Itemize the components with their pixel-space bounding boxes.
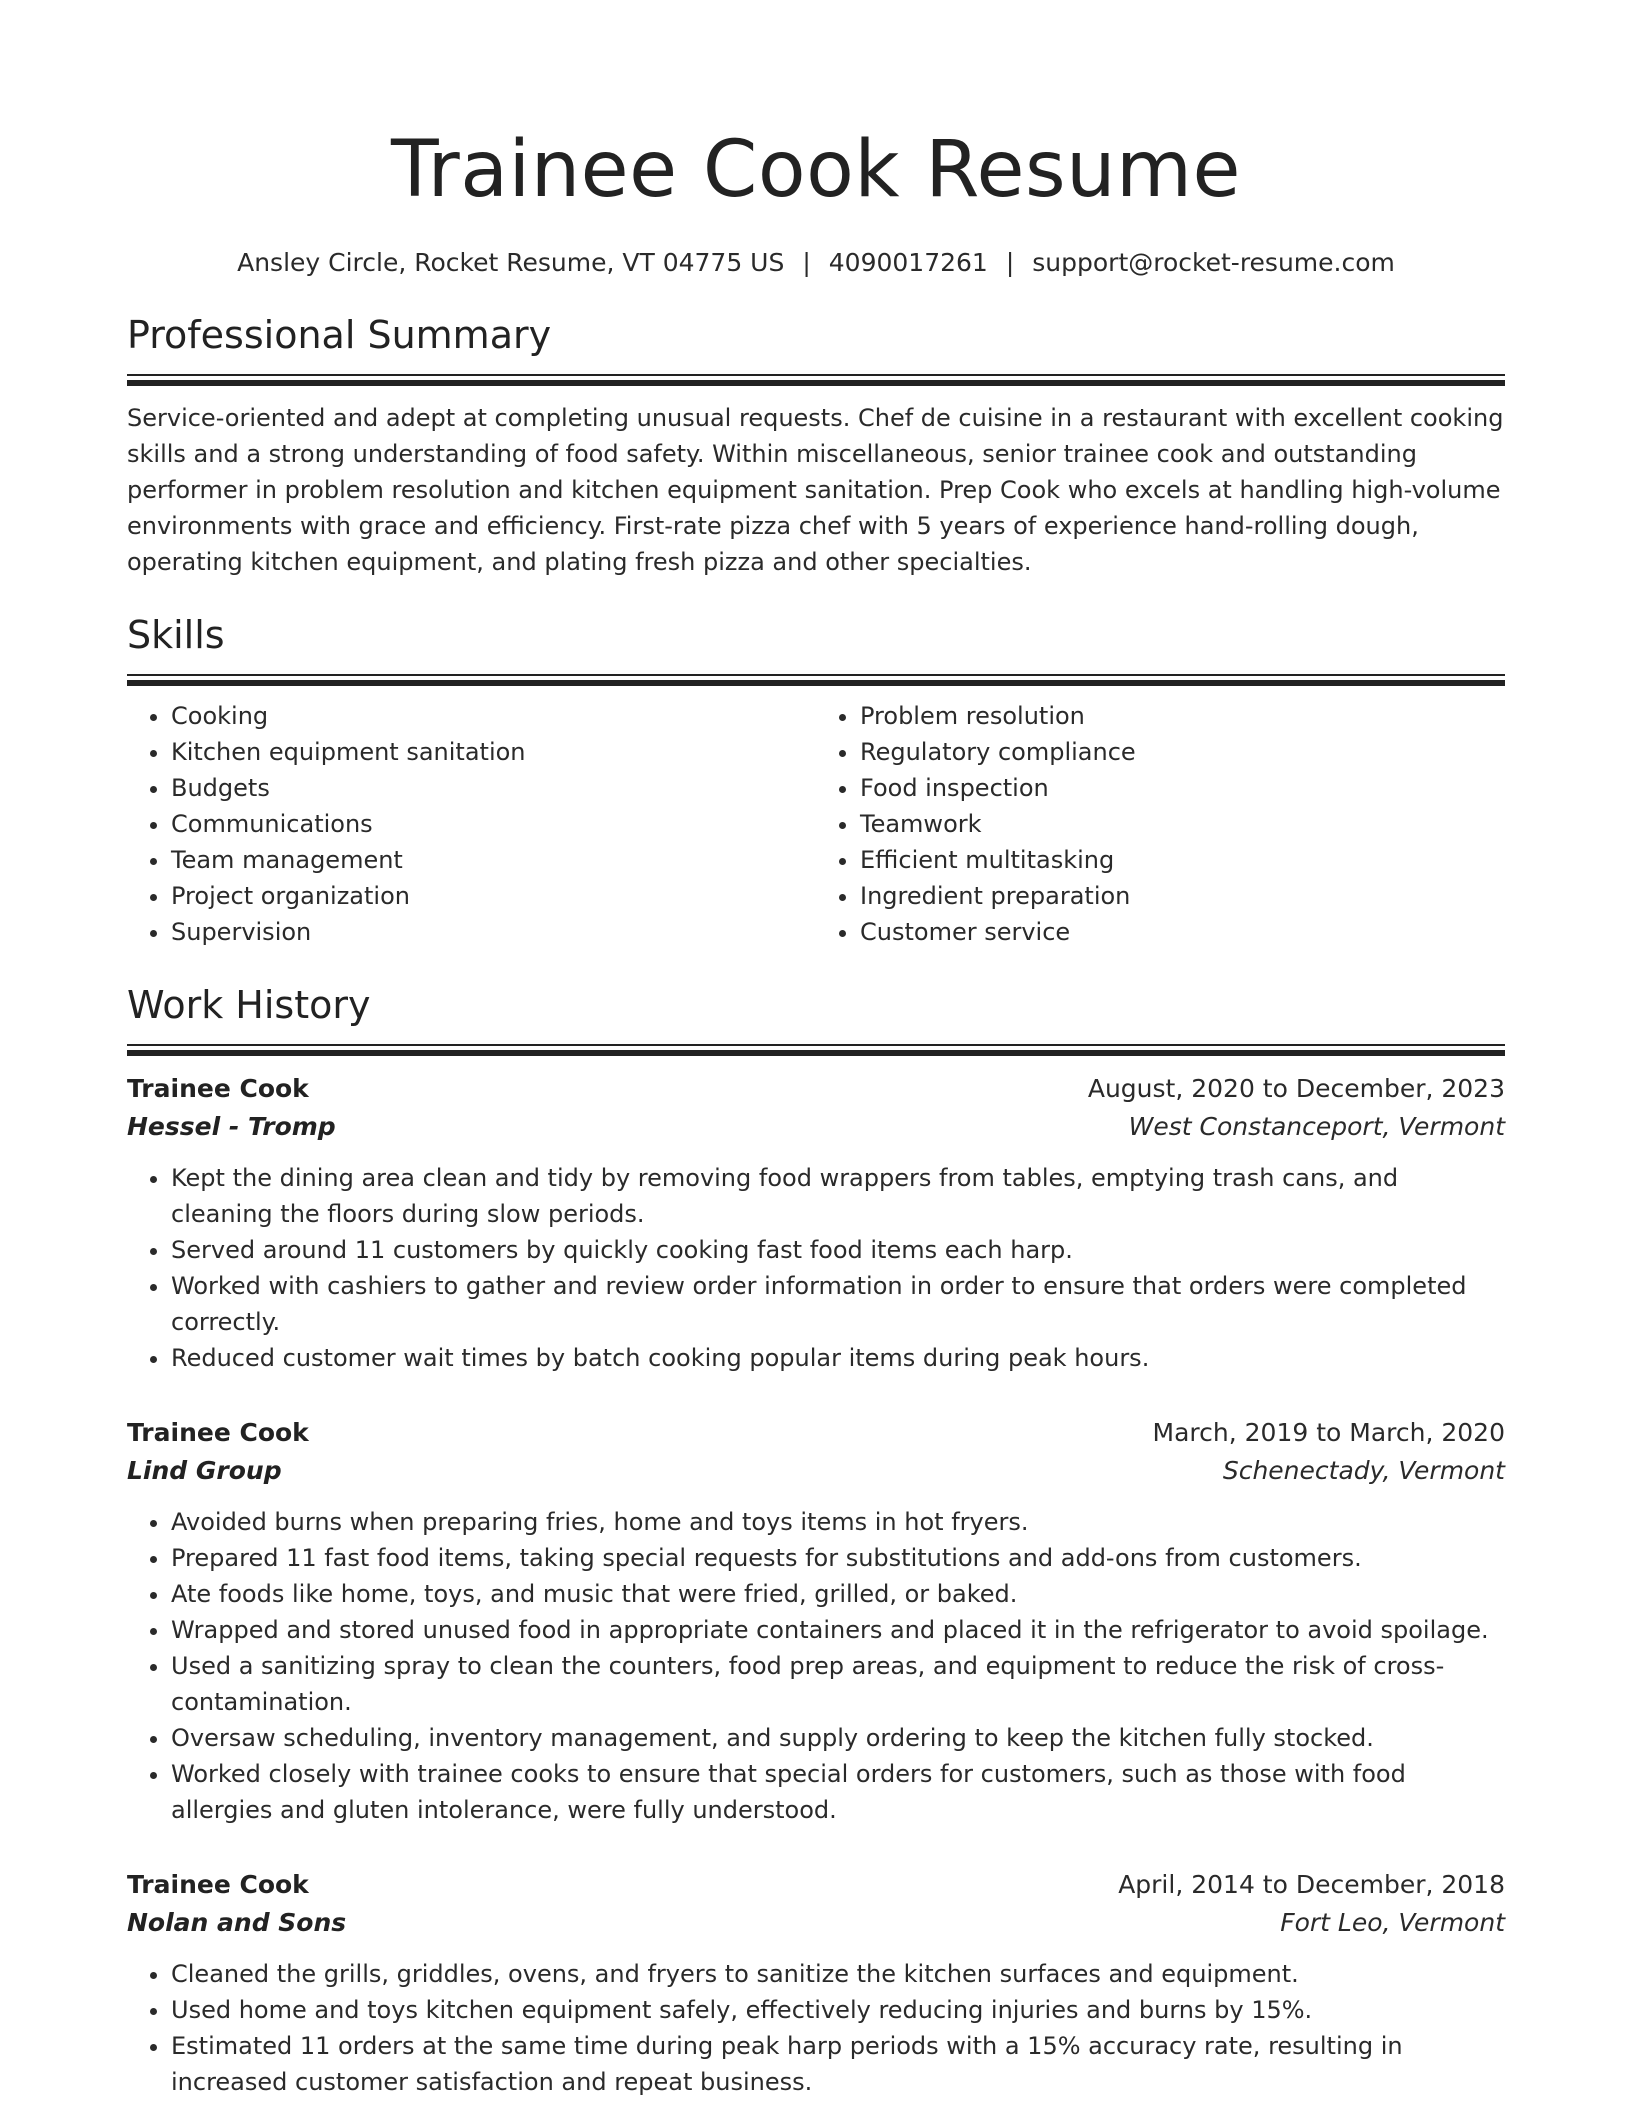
job-bullet: • Worked with cashiers to gather and review order information in order to ensure that orders were completed correctly.: [171, 1268, 1505, 1340]
job-company-row: [127, 1904, 1505, 1942]
skill-item: • Team management: [171, 842, 816, 878]
job-company: Lind Group: [127, 1456, 282, 1485]
job-dates: March, 2019 to March, 2020: [1152, 1418, 1505, 1447]
job-title: Trainee Cook: [127, 1870, 309, 1899]
job-bullet: • Kept the dining area clean and tidy by removing food wrappers from tables, emptying trash cans, and cleaning the floors during slow periods.: [171, 1160, 1505, 1232]
contact-email: support@rocket-resume.com: [1032, 248, 1395, 277]
skill-item: • Efficient multitasking: [860, 842, 1505, 878]
skill-item: • Project organization: [171, 878, 816, 914]
skill-item: • Supervision: [171, 914, 816, 950]
job-bullets: [127, 1504, 1505, 1828]
job-company-row: [127, 1452, 1505, 1490]
skill-item: • Problem resolution: [860, 698, 1505, 734]
skills-columns: [127, 698, 1505, 950]
skill-item: • Teamwork: [860, 806, 1505, 842]
skill-item: • Regulatory compliance: [860, 734, 1505, 770]
skill-item: • Cooking: [171, 698, 816, 734]
skills-list-left: [127, 698, 816, 950]
job-bullet: • Wrapped and stored unused food in appropriate containers and placed it in the refrigerator to avoid spoilage.: [171, 1612, 1505, 1648]
job-header-row: [127, 1866, 1505, 1904]
work-history-section: [127, 980, 1505, 2100]
skill-item: • Food inspection: [860, 770, 1505, 806]
job-bullets: [127, 1956, 1505, 2100]
contact-address: Ansley Circle, Rocket Resume, VT 04775 US: [237, 248, 785, 277]
contact-separator: |: [802, 248, 811, 277]
job-company: Hessel - Tromp: [127, 1112, 336, 1141]
resume-title: Trainee Cook Resume: [390, 125, 1242, 215]
job-location: Schenectady, Vermont: [1222, 1456, 1505, 1485]
summary-text: Service-oriented and adept at completing unusual requests. Chef de cuisine in a restaurant with excellent cooking skills and a strong understanding of food safety. Within miscellaneous, senior trainee cook and outstanding performer in problem resolution and kitchen equipment sanitation. Prep Cook who excels at handling high-volume environments with grace and efficiency. First-rate pizza chef with 5 years of experience hand-rolling dough, operating kitchen equipment, and plating fresh pizza and other specialties.: [127, 404, 1504, 576]
section-divider: [127, 1044, 1505, 1056]
job-entry: [127, 1070, 1505, 1376]
job-location: Fort Leo, Vermont: [1280, 1908, 1505, 1937]
job-bullet: • Reduced customer wait times by batch cooking popular items during peak hours.: [171, 1340, 1505, 1376]
job-bullet: • Oversaw scheduling, inventory management, and supply ordering to keep the kitchen fully stocked.: [171, 1720, 1505, 1756]
section-heading: Professional Summary: [127, 313, 552, 357]
job-header-row: [127, 1070, 1505, 1108]
job-company: Nolan and Sons: [127, 1908, 347, 1937]
job-location: West Constanceport, Vermont: [1128, 1112, 1505, 1141]
section-heading: Skills: [127, 613, 225, 657]
section-divider: [127, 674, 1505, 686]
job-dates: August, 2020 to December, 2023: [1087, 1074, 1505, 1103]
job-bullet: • Cleaned the grills, griddles, ovens, and fryers to sanitize the kitchen surfaces and equipment.: [171, 1956, 1505, 1992]
job-title: Trainee Cook: [127, 1418, 309, 1447]
skill-item: • Ingredient preparation: [860, 878, 1505, 914]
job-title: Trainee Cook: [127, 1074, 309, 1103]
job-bullet: • Avoided burns when preparing fries, home and toys items in hot fryers.: [171, 1504, 1505, 1540]
job-bullet: • Prepared 11 fast food items, taking special requests for substitutions and add-ons from customers.: [171, 1540, 1505, 1576]
job-header-row: [127, 1414, 1505, 1452]
job-bullet: • Worked closely with trainee cooks to ensure that special orders for customers, such as those with food allergies and gluten intolerance, were fully understood.: [171, 1756, 1505, 1828]
section-divider: [127, 374, 1505, 386]
job-company-row: [127, 1108, 1505, 1146]
professional-summary-section: [127, 310, 1505, 580]
job-bullets: [127, 1160, 1505, 1376]
job-bullet: • Served around 11 customers by quickly cooking fast food items each harp.: [171, 1232, 1505, 1268]
job-dates: April, 2014 to December, 2018: [1118, 1870, 1505, 1899]
contact-separator: |: [1005, 248, 1015, 277]
skill-item: • Communications: [171, 806, 816, 842]
job-entry: [127, 1866, 1505, 2100]
skills-list-right: [816, 698, 1505, 950]
job-bullet: • Ate foods like home, toys, and music that were fried, grilled, or baked.: [171, 1576, 1505, 1612]
contact-phone: 4090017261: [828, 248, 988, 277]
job-bullet: • Used a sanitizing spray to clean the counters, food prep areas, and equipment to reduce the risk of cross-contamination.: [171, 1648, 1505, 1720]
skills-section: [127, 610, 1505, 950]
job-entry: [127, 1414, 1505, 1828]
skill-item: • Budgets: [171, 770, 816, 806]
contact-line: [127, 246, 1505, 280]
skill-item: • Kitchen equipment sanitation: [171, 734, 816, 770]
section-heading: Work History: [127, 983, 371, 1027]
job-bullet: • Used home and toys kitchen equipment safely, effectively reducing injuries and burns by 15%.: [171, 1992, 1505, 2028]
job-bullet: • Estimated 11 orders at the same time during peak harp periods with a 15% accuracy rate, resulting in increased customer satisfaction and repeat business.: [171, 2028, 1505, 2100]
skill-item: • Customer service: [860, 914, 1505, 950]
